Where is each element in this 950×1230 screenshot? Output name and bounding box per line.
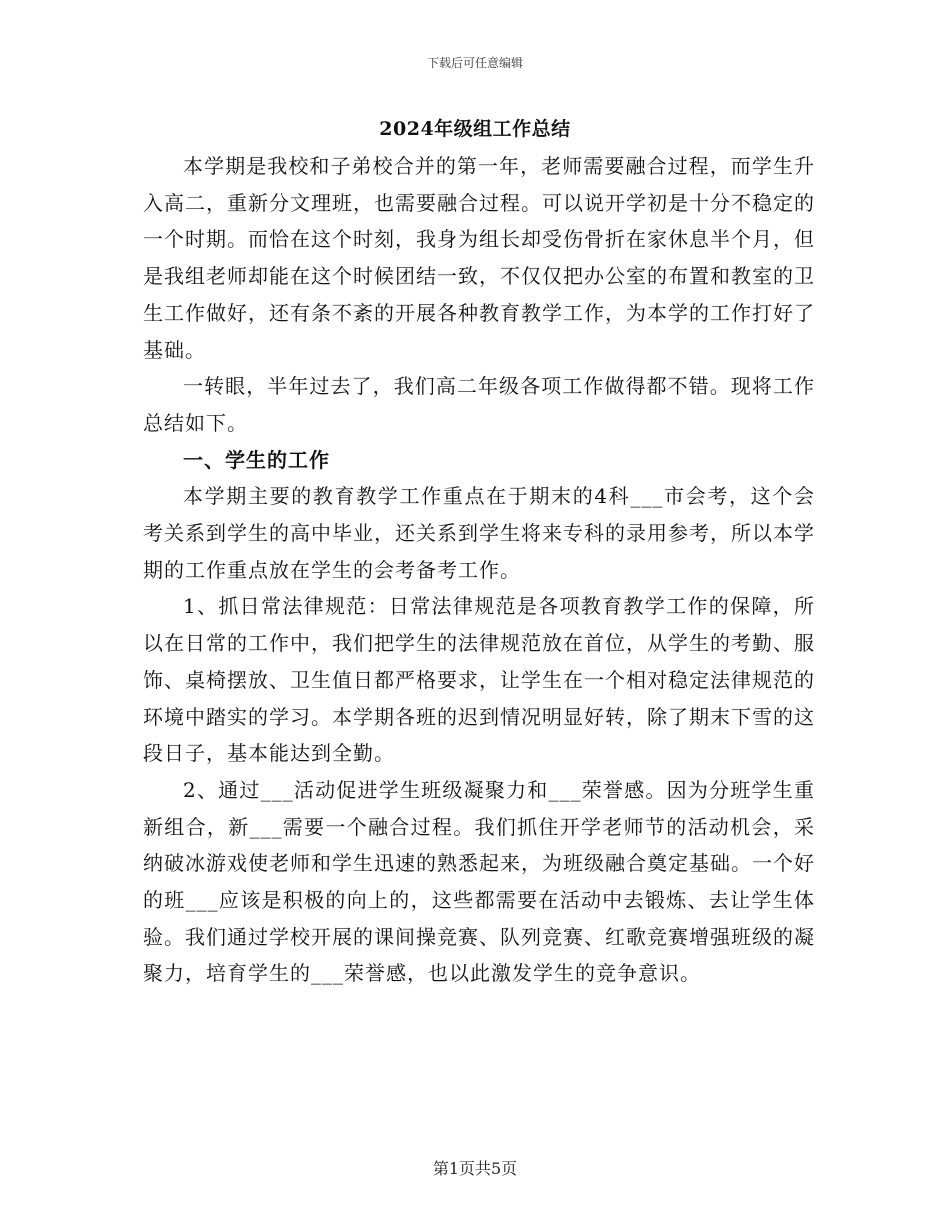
section-paragraph-3: 2、通过___活动促进学生班级凝聚力和___荣誉感。因为分班学生重新组合，新___需要一个融合过程。我们抓住开学老师节的活动机会，采纳破冰游戏使老师和学生迅速的熟悉起来，为班级融合奠定基础。一个好的班___应该是积极的向上的，这些都需要在活动中去锻炼、去让学生体验。我们通过学校开展的课间操竞赛、队列竞赛、红歌竞赛增强班级的凝聚力，培育学生的___荣誉感，也以此激发学生的竞争意识。: [143, 777, 815, 986]
document-body: [143, 148, 815, 992]
section-paragraph-1: 本学期主要的教育教学工作重点在于期末的4科___市会考，这个会考关系到学生的高中毕业，还关系到学生将来专科的录用参考，所以本学期的工作重点放在学生的会考备考工作。: [143, 484, 815, 582]
document-title: 2024年级组工作总结: [379, 118, 571, 140]
intro-paragraph-1: 本学期是我校和子弟校合并的第一年，老师需要融合过程，而学生升入高二，重新分文理班，也需要融合过程。可以说开学初是十分不稳定的一个时期。而恰在这个时刻，我身为组长却受伤骨折在家休息半个月，但是我组老师却能在这个时候团结一致，不仅仅把办公室的布置和教室的卫生工作做好，还有条不紊的开展各种教育教学工作，为本学的工作打好了基础。: [143, 154, 815, 362]
section-paragraph-2: 1、抓日常法律规范：日常法律规范是各项教育教学工作的保障，所以在日常的工作中，我们把学生的法律规范放在首位，从学生的考勤、服饰、桌椅摆放、卫生值日都严格要求，让学生在一个相对稳定法律规范的环境中踏实的学习。本学期各班的迟到情况明显好转，除了期末下雪的这段日子，基本能达到全勤。: [143, 594, 815, 766]
page-number: 第1页共5页: [432, 1159, 518, 1178]
page-header: 下载后可任意编辑: [426, 56, 523, 70]
section-heading: 一、学生的工作: [183, 447, 330, 472]
intro-paragraph-2: 一转眼，半年过去了，我们高二年级各项工作做得都不错。现将工作总结如下。: [143, 374, 815, 435]
